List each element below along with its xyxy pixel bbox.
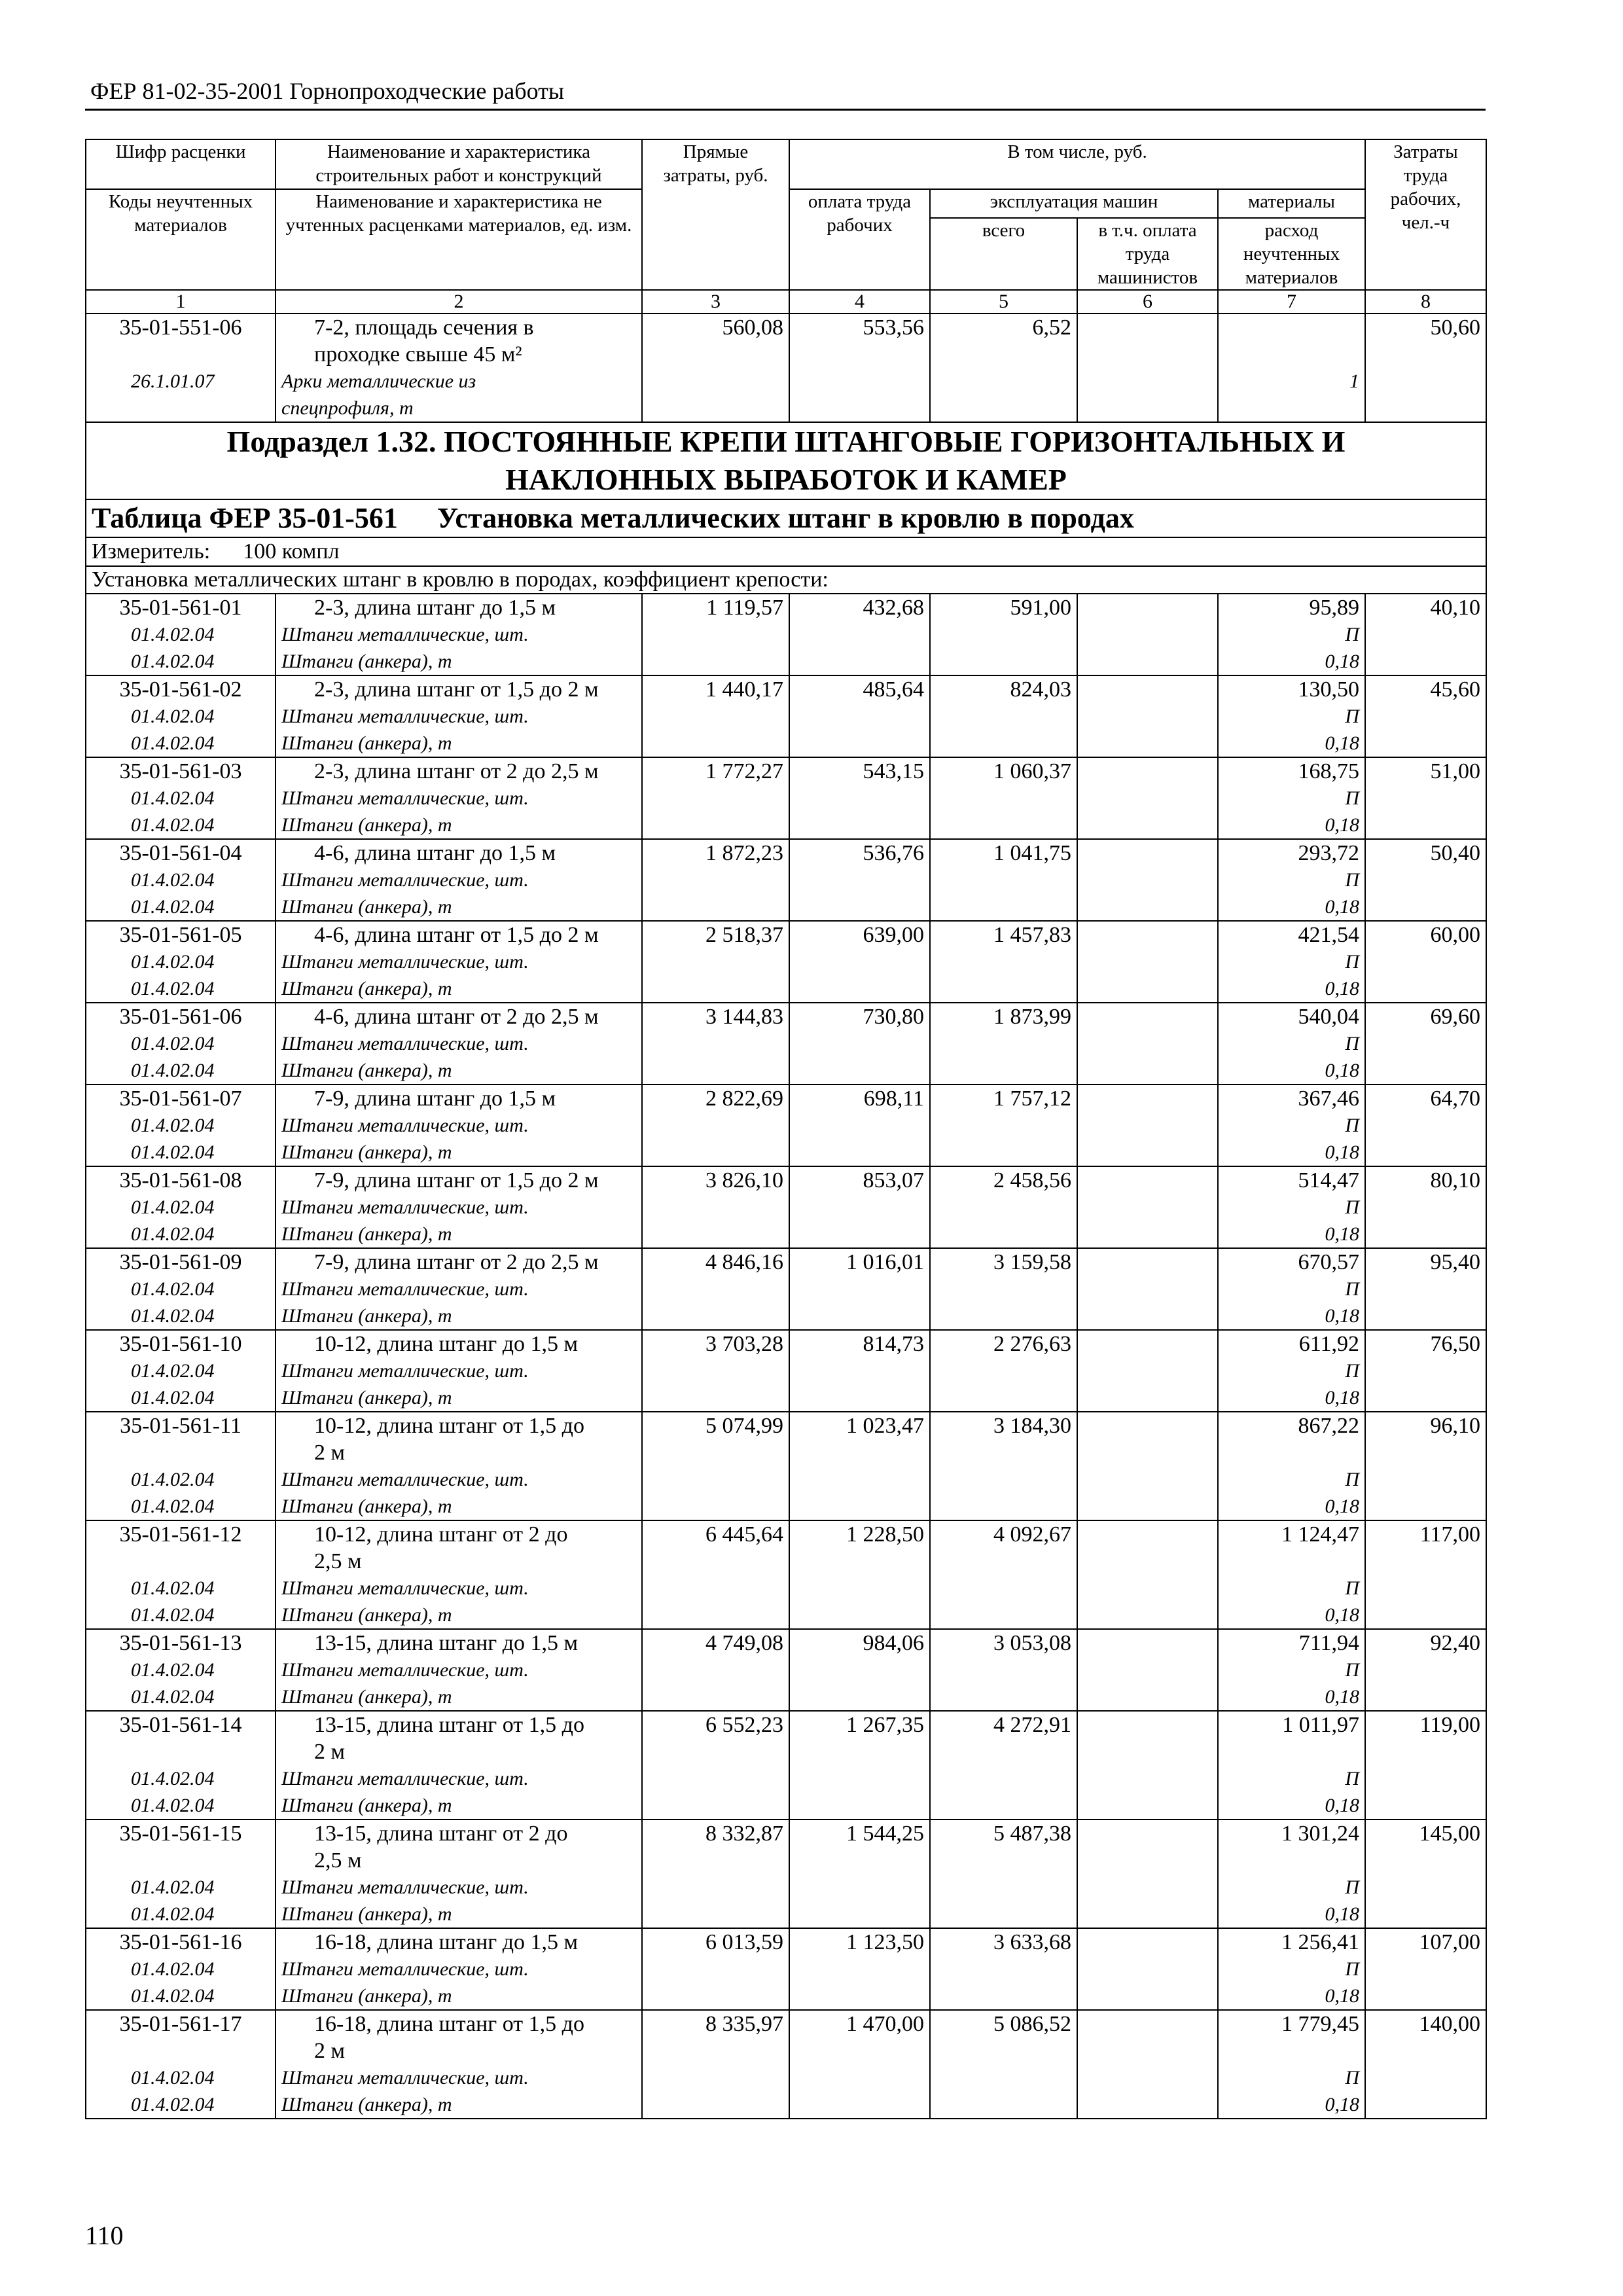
material-value: 0,18 <box>1325 814 1359 836</box>
material-name: Штанги (анкера), т <box>281 1223 452 1245</box>
work-name-line: 16-18, длина штанг до 1,5 м <box>314 1930 579 1954</box>
col-number: 6 <box>1077 290 1218 314</box>
table-row <box>86 1248 1486 1330</box>
materials-cost: 95,89 <box>1309 596 1359 620</box>
material-code: 01.4.02.04 <box>131 978 215 999</box>
material-name: Штанги металлические, шт. <box>281 1278 529 1300</box>
labor-hours: 117,00 <box>1419 1522 1480 1547</box>
labor-hours: 51,00 <box>1430 759 1480 783</box>
rate-code: 35-01-561-11 <box>120 1414 241 1438</box>
material-value: П <box>1345 1876 1359 1898</box>
material-name: Штанги (анкера), т <box>281 1795 452 1816</box>
rate-code: 35-01-561-16 <box>119 1930 242 1954</box>
work-name-line: 2-3, длина штанг до 1,5 м <box>314 596 556 620</box>
material-name: Штанги металлические, шт. <box>281 1768 529 1789</box>
labor-hours: 96,10 <box>1430 1414 1480 1438</box>
intro-row <box>86 566 1486 594</box>
direct-costs: 3 144,83 <box>705 1005 783 1029</box>
direct-costs: 6 013,59 <box>705 1930 783 1954</box>
material-name: Штанги металлические, шт. <box>281 1659 529 1681</box>
labor-hours: 80,10 <box>1430 1168 1480 1193</box>
direct-costs: 2 822,69 <box>705 1086 783 1111</box>
col-number: 3 <box>642 290 789 314</box>
table-row <box>86 1330 1486 1412</box>
material-code: 01.4.02.04 <box>131 1387 215 1408</box>
table-row <box>86 757 1486 839</box>
col-machine-operation-header: эксплуатация машин <box>930 189 1218 218</box>
rate-code: 35-01-561-05 <box>119 923 242 947</box>
direct-costs: 3 826,10 <box>705 1168 783 1193</box>
work-name-line: 10-12, длина штанг от 1,5 до <box>314 1414 584 1438</box>
materials-cost: 670,57 <box>1298 1250 1359 1274</box>
material-value: 0,18 <box>1325 1141 1359 1163</box>
material-value: П <box>1345 624 1359 645</box>
material-name: Штанги металлические, шт. <box>281 706 529 727</box>
direct-costs: 5 074,99 <box>705 1414 783 1438</box>
machines-total: 1 873,99 <box>993 1005 1071 1029</box>
material-code: 01.4.02.04 <box>131 706 215 727</box>
material-code: 01.4.02.04 <box>131 624 215 645</box>
labor-pay: 853,07 <box>863 1168 924 1193</box>
materials-cost: 1 779,45 <box>1281 2012 1359 2036</box>
page-number: 110 <box>85 2221 124 2250</box>
work-name-line: 2,5 м <box>314 1848 362 1873</box>
material-value: 0,18 <box>1325 1496 1359 1517</box>
material-name: Штанги металлические, шт. <box>281 1577 529 1599</box>
materials-cost: 367,46 <box>1298 1086 1359 1111</box>
materials-cost: 1 124,47 <box>1281 1522 1359 1547</box>
material-name: Штанги (анкера), т <box>281 2094 452 2115</box>
work-name-line: проходке свыше 45 м² <box>314 342 522 367</box>
col-labor-costs-header: Затраты труда рабочих, чел.-ч <box>1365 139 1486 290</box>
direct-costs: 6 552,23 <box>705 1713 783 1737</box>
material-value: 0,18 <box>1325 1387 1359 1408</box>
materials-cost: 611,92 <box>1298 1332 1359 1356</box>
material-name: Штанги (анкера), т <box>281 1387 452 1408</box>
subsection-title-line: Подраздел 1.32. ПОСТОЯННЫЕ КРЕПИ ШТАНГОВЫЕ ГОРИЗОНТАЛЬНЫХ И <box>226 425 1346 458</box>
material-name: Арки металлические из <box>281 370 476 392</box>
labor-pay: 553,56 <box>863 315 924 340</box>
machines-total: 1 060,37 <box>993 759 1071 783</box>
labor-pay: 432,68 <box>863 596 924 620</box>
materials-cost: 711,94 <box>1298 1631 1359 1655</box>
material-code: 01.4.02.04 <box>131 1768 215 1789</box>
labor-hours: 140,00 <box>1419 2012 1480 2036</box>
table-row <box>86 675 1486 757</box>
rate-code: 35-01-561-06 <box>119 1005 242 1029</box>
material-name: Штанги (анкера), т <box>281 1141 452 1163</box>
table-row <box>86 921 1486 1003</box>
direct-costs: 1 772,27 <box>705 759 783 783</box>
material-code: 01.4.02.04 <box>131 1985 215 2007</box>
material-value: П <box>1345 787 1359 809</box>
direct-costs: 560,08 <box>722 315 783 340</box>
rate-code: 35-01-561-17 <box>119 2012 242 2036</box>
material-value: П <box>1345 951 1359 973</box>
material-code: 01.4.02.04 <box>131 1305 215 1327</box>
machines-total: 3 633,68 <box>993 1930 1071 1954</box>
col-cipher-header: Шифр расценки <box>86 139 276 189</box>
machines-total: 6,52 <box>1032 315 1071 340</box>
labor-pay: 485,64 <box>863 677 924 702</box>
material-name: Штанги (анкера), т <box>281 1604 452 1626</box>
material-value: 1 <box>1349 370 1359 392</box>
material-name: Штанги металлические, шт. <box>281 2067 529 2089</box>
col-number: 7 <box>1218 290 1365 314</box>
table-heading <box>86 499 1486 537</box>
machines-total: 4 092,67 <box>993 1522 1071 1547</box>
labor-pay: 543,15 <box>863 759 924 783</box>
labor-hours: 107,00 <box>1419 1930 1480 1954</box>
work-name-line: 7-2, площадь сечения в <box>314 315 534 340</box>
work-name-line: 2,5 м <box>314 1549 362 1573</box>
materials-cost: 1 256,41 <box>1281 1930 1359 1954</box>
material-code: 01.4.02.04 <box>131 1223 215 1245</box>
work-name-line: 2-3, длина штанг от 1,5 до 2 м <box>314 677 599 702</box>
machines-total: 5 086,52 <box>993 2012 1071 2036</box>
rate-code: 35-01-561-12 <box>119 1522 242 1547</box>
rate-code: 35-01-561-10 <box>119 1332 242 1356</box>
labor-hours: 50,40 <box>1430 841 1480 865</box>
intro-text: Установка металлических штанг в кровлю в породах, коэффициент крепости: <box>86 566 1486 594</box>
material-code: 01.4.02.04 <box>131 732 215 754</box>
col-consumption-header: расход неучтенных материалов <box>1218 218 1365 290</box>
labor-hours: 50,60 <box>1430 315 1480 340</box>
rate-code: 35-01-551-06 <box>119 315 242 340</box>
work-name-line: 4-6, длина штанг до 1,5 м <box>314 841 556 865</box>
labor-hours: 92,40 <box>1430 1631 1480 1655</box>
rate-code: 35-01-561-07 <box>119 1086 242 1111</box>
materials-cost: 1 011,97 <box>1282 1713 1359 1737</box>
rate-code: 35-01-561-03 <box>119 759 242 783</box>
work-name-line: 16-18, длина штанг от 1,5 до <box>314 2012 584 2036</box>
prev-section-row <box>86 314 1486 422</box>
work-name-line: 4-6, длина штанг от 2 до 2,5 м <box>314 1005 599 1029</box>
materials-cost: 421,54 <box>1298 923 1359 947</box>
machines-total: 3 159,58 <box>993 1250 1071 1274</box>
material-code: 01.4.02.04 <box>131 1577 215 1599</box>
material-name: Штанги (анкера), т <box>281 1060 452 1081</box>
direct-costs: 8 332,87 <box>705 1821 783 1846</box>
labor-hours: 45,60 <box>1430 677 1480 702</box>
material-value: П <box>1345 2067 1359 2089</box>
material-value: 0,18 <box>1325 1903 1359 1925</box>
rate-code: 35-01-561-04 <box>119 841 242 865</box>
work-name-line: 4-6, длина штанг от 1,5 до 2 м <box>314 923 599 947</box>
table-title: Установка металлических штанг в кровлю в породах <box>437 502 1134 534</box>
labor-hours: 145,00 <box>1419 1821 1480 1846</box>
rate-code: 35-01-561-08 <box>119 1168 242 1193</box>
materials-cost: 867,22 <box>1298 1414 1359 1438</box>
material-code: 01.4.02.04 <box>131 1876 215 1898</box>
material-value: 0,18 <box>1325 978 1359 999</box>
material-code: 01.4.02.04 <box>131 1795 215 1816</box>
material-name: Штанги металлические, шт. <box>281 951 529 973</box>
rate-code: 35-01-561-02 <box>119 677 242 702</box>
labor-pay: 1 544,25 <box>846 1821 924 1846</box>
work-name-line: 2 м <box>314 1441 346 1465</box>
labor-pay: 814,73 <box>863 1332 924 1356</box>
col-materials-header: материалы <box>1218 189 1365 218</box>
direct-costs: 6 445,64 <box>705 1522 783 1547</box>
work-name-line: 2 м <box>314 1740 346 1764</box>
material-name: Штанги (анкера), т <box>281 896 452 918</box>
material-name: Штанги металлические, шт. <box>281 1876 529 1898</box>
rate-code: 35-01-561-09 <box>119 1250 242 1274</box>
material-name: Штанги (анкера), т <box>281 1686 452 1708</box>
table-row <box>86 2010 1486 2119</box>
material-name: Штанги металлические, шт. <box>281 1958 529 1980</box>
labor-pay: 1 228,50 <box>846 1522 924 1547</box>
machines-total: 1 457,83 <box>993 923 1071 947</box>
material-value: 0,18 <box>1325 651 1359 672</box>
table-row <box>86 1629 1486 1711</box>
labor-hours: 60,00 <box>1430 923 1480 947</box>
material-code: 01.4.02.04 <box>131 2094 215 2115</box>
labor-pay: 639,00 <box>863 923 924 947</box>
material-code: 01.4.02.04 <box>131 1604 215 1626</box>
direct-costs: 4 846,16 <box>705 1250 783 1274</box>
table-row <box>86 1166 1486 1248</box>
rate-code: 35-01-561-01 <box>119 596 242 620</box>
running-header: ФЕР 81-02-35-2001 Горнопроходческие работы <box>90 78 565 104</box>
labor-pay: 698,11 <box>863 1086 924 1111</box>
col-machinist-pay-header: в т.ч. оплата труда машинистов <box>1077 218 1218 290</box>
machines-total: 591,00 <box>1010 596 1071 620</box>
labor-hours: 76,50 <box>1430 1332 1480 1356</box>
rates-table <box>85 139 1487 2119</box>
labor-hours: 40,10 <box>1430 596 1480 620</box>
col-including-header: В том числе, руб. <box>789 139 1365 189</box>
material-code: 01.4.02.04 <box>131 1903 215 1925</box>
material-name: Штанги (анкера), т <box>281 651 452 672</box>
table-row <box>86 594 1486 675</box>
materials-cost: 168,75 <box>1298 759 1359 783</box>
material-code: 01.4.02.04 <box>131 869 215 891</box>
work-name-line: 2 м <box>314 2039 346 2063</box>
work-name-line: 10-12, длина штанг до 1,5 м <box>314 1332 579 1356</box>
work-name-line: 10-12, длина штанг от 2 до <box>314 1522 568 1547</box>
material-name: Штанги металлические, шт. <box>281 1196 529 1218</box>
material-value: П <box>1345 1115 1359 1136</box>
material-code: 01.4.02.04 <box>131 1278 215 1300</box>
materials-cost: 130,50 <box>1298 677 1359 702</box>
labor-pay: 1 470,00 <box>846 2012 924 2036</box>
rate-code: 35-01-561-15 <box>119 1821 242 1846</box>
material-value: П <box>1345 1768 1359 1789</box>
labor-hours: 95,40 <box>1430 1250 1480 1274</box>
material-value: П <box>1345 1278 1359 1300</box>
col-number: 5 <box>930 290 1077 314</box>
material-name: Штанги металлические, шт. <box>281 1115 529 1136</box>
material-name: Штанги (анкера), т <box>281 814 452 836</box>
meter-row <box>86 537 1486 566</box>
material-name: Штанги (анкера), т <box>281 1903 452 1925</box>
labor-pay: 536,76 <box>863 841 924 865</box>
material-code: 01.4.02.04 <box>131 1141 215 1163</box>
material-value: 0,18 <box>1325 1223 1359 1245</box>
labor-pay: 1 016,01 <box>846 1250 924 1274</box>
work-name-line: 13-15, длина штанг до 1,5 м <box>314 1631 579 1655</box>
material-code: 01.4.02.04 <box>131 1686 215 1708</box>
labor-pay: 730,80 <box>863 1005 924 1029</box>
material-code: 01.4.02.04 <box>131 1469 215 1490</box>
material-code: 01.4.02.04 <box>131 1360 215 1382</box>
machines-total: 1 757,12 <box>993 1086 1071 1111</box>
material-value: П <box>1345 706 1359 727</box>
material-name: Штанги (анкера), т <box>281 1985 452 2007</box>
materials-cost: 514,47 <box>1298 1168 1359 1193</box>
material-name: Штанги металлические, шт. <box>281 869 529 891</box>
meter-value: 100 компл <box>243 539 340 564</box>
material-name: Штанги металлические, шт. <box>281 1469 529 1490</box>
direct-costs: 1 440,17 <box>705 677 783 702</box>
col-number: 1 <box>86 290 276 314</box>
work-name-line: 7-9, длина штанг от 1,5 до 2 м <box>314 1168 599 1193</box>
material-code: 26.1.01.07 <box>131 370 215 392</box>
col-number: 4 <box>789 290 930 314</box>
labor-hours: 119,00 <box>1419 1713 1480 1737</box>
material-value: 0,18 <box>1325 1686 1359 1708</box>
materials-cost: 293,72 <box>1298 841 1359 865</box>
material-name: Штанги металлические, шт. <box>281 624 529 645</box>
direct-costs: 4 749,08 <box>705 1631 783 1655</box>
material-name: Штанги (анкера), т <box>281 1496 452 1517</box>
col-number: 8 <box>1365 290 1486 314</box>
material-name: Штанги металлические, шт. <box>281 787 529 809</box>
work-name-line: 13-15, длина штанг от 1,5 до <box>314 1713 584 1737</box>
material-code: 01.4.02.04 <box>131 2067 215 2089</box>
material-code: 01.4.02.04 <box>131 1958 215 1980</box>
material-value: П <box>1345 1033 1359 1054</box>
direct-costs: 8 335,97 <box>705 2012 783 2036</box>
table-row <box>86 1928 1486 2010</box>
machines-total: 1 041,75 <box>993 841 1071 865</box>
work-name-line: 7-9, длина штанг до 1,5 м <box>314 1086 556 1111</box>
column-numbers-row <box>86 290 1486 314</box>
work-name-line: 7-9, длина штанг от 2 до 2,5 м <box>314 1250 599 1274</box>
material-code: 01.4.02.04 <box>131 1060 215 1081</box>
material-value: 0,18 <box>1325 1604 1359 1626</box>
col-total-header: всего <box>930 218 1077 290</box>
direct-costs: 2 518,37 <box>705 923 783 947</box>
material-value: П <box>1345 1469 1359 1490</box>
table-row <box>86 1003 1486 1085</box>
materials-cost: 1 301,24 <box>1281 1821 1359 1846</box>
material-value: 0,18 <box>1325 1985 1359 2007</box>
machines-total: 824,03 <box>1010 677 1071 702</box>
material-value: 0,18 <box>1325 896 1359 918</box>
table-row <box>86 1711 1486 1820</box>
machines-total: 2 276,63 <box>993 1332 1071 1356</box>
header-rule <box>85 109 1486 111</box>
labor-pay: 984,06 <box>863 1631 924 1655</box>
direct-costs: 1 119,57 <box>706 596 783 620</box>
material-code: 01.4.02.04 <box>131 1033 215 1054</box>
machines-total: 3 184,30 <box>993 1414 1071 1438</box>
material-code: 01.4.02.04 <box>131 1196 215 1218</box>
material-value: 0,18 <box>1325 732 1359 754</box>
direct-costs: 1 872,23 <box>705 841 783 865</box>
table-row <box>86 839 1486 921</box>
machines-total: 4 272,91 <box>993 1713 1071 1737</box>
material-code: 01.4.02.04 <box>131 814 215 836</box>
material-name: спецпрофиля, т <box>281 397 414 419</box>
subsection-heading <box>86 422 1486 499</box>
material-name: Штанги (анкера), т <box>281 978 452 999</box>
material-value: 0,18 <box>1325 1795 1359 1816</box>
material-value: 0,18 <box>1325 1305 1359 1327</box>
material-code: 01.4.02.04 <box>131 951 215 973</box>
table-label: Таблица ФЕР 35-01-561 <box>92 502 398 534</box>
material-code: 01.4.02.04 <box>131 896 215 918</box>
machines-total: 3 053,08 <box>993 1631 1071 1655</box>
material-code: 01.4.02.04 <box>131 1659 215 1681</box>
material-code: 01.4.02.04 <box>131 1115 215 1136</box>
material-value: П <box>1345 869 1359 891</box>
material-code: 01.4.02.04 <box>131 787 215 809</box>
table-row <box>86 1085 1486 1166</box>
work-name-line: 13-15, длина штанг от 2 до <box>314 1821 568 1846</box>
material-value: 0,18 <box>1325 1060 1359 1081</box>
material-value: П <box>1345 1577 1359 1599</box>
rate-code: 35-01-561-13 <box>119 1631 242 1655</box>
material-value: П <box>1345 1958 1359 1980</box>
machines-total: 2 458,56 <box>993 1168 1071 1193</box>
col-labor-pay-header: оплата труда рабочих <box>789 189 930 290</box>
col-name-works-header: Наименование и характеристика строительных работ и конструкций <box>276 139 642 189</box>
material-name: Штанги металлические, шт. <box>281 1033 529 1054</box>
work-name-line: 2-3, длина штанг от 2 до 2,5 м <box>314 759 599 783</box>
material-code: 01.4.02.04 <box>131 651 215 672</box>
labor-hours: 64,70 <box>1430 1086 1480 1111</box>
labor-pay: 1 123,50 <box>846 1930 924 1954</box>
rate-code: 35-01-561-14 <box>119 1713 242 1737</box>
labor-pay: 1 023,47 <box>846 1414 924 1438</box>
machines-total: 5 487,38 <box>993 1821 1071 1846</box>
direct-costs: 3 703,28 <box>705 1332 783 1356</box>
material-name: Штанги (анкера), т <box>281 732 452 754</box>
table-row <box>86 1412 1486 1520</box>
col-codes-header: Коды неучтенных материалов <box>86 189 276 290</box>
material-value: П <box>1345 1360 1359 1382</box>
col-direct-costs-header: Прямые затраты, руб. <box>642 139 789 290</box>
col-name-materials-header: Наименование и характеристика не учтенных расценками материалов, ед. изм. <box>276 189 642 290</box>
labor-hours: 69,60 <box>1430 1005 1480 1029</box>
material-value: П <box>1345 1659 1359 1681</box>
labor-pay: 1 267,35 <box>846 1713 924 1737</box>
materials-cost: 540,04 <box>1298 1005 1359 1029</box>
material-name: Штанги металлические, шт. <box>281 1360 529 1382</box>
subsection-title-line: НАКЛОННЫХ ВЫРАБОТОК И КАМЕР <box>505 463 1067 496</box>
material-value: 0,18 <box>1325 2094 1359 2115</box>
meter-label: Измеритель: <box>92 539 211 564</box>
material-name: Штанги (анкера), т <box>281 1305 452 1327</box>
col-number: 2 <box>276 290 642 314</box>
table-row <box>86 1820 1486 1928</box>
material-value: П <box>1345 1196 1359 1218</box>
table-row <box>86 1520 1486 1629</box>
material-code: 01.4.02.04 <box>131 1496 215 1517</box>
